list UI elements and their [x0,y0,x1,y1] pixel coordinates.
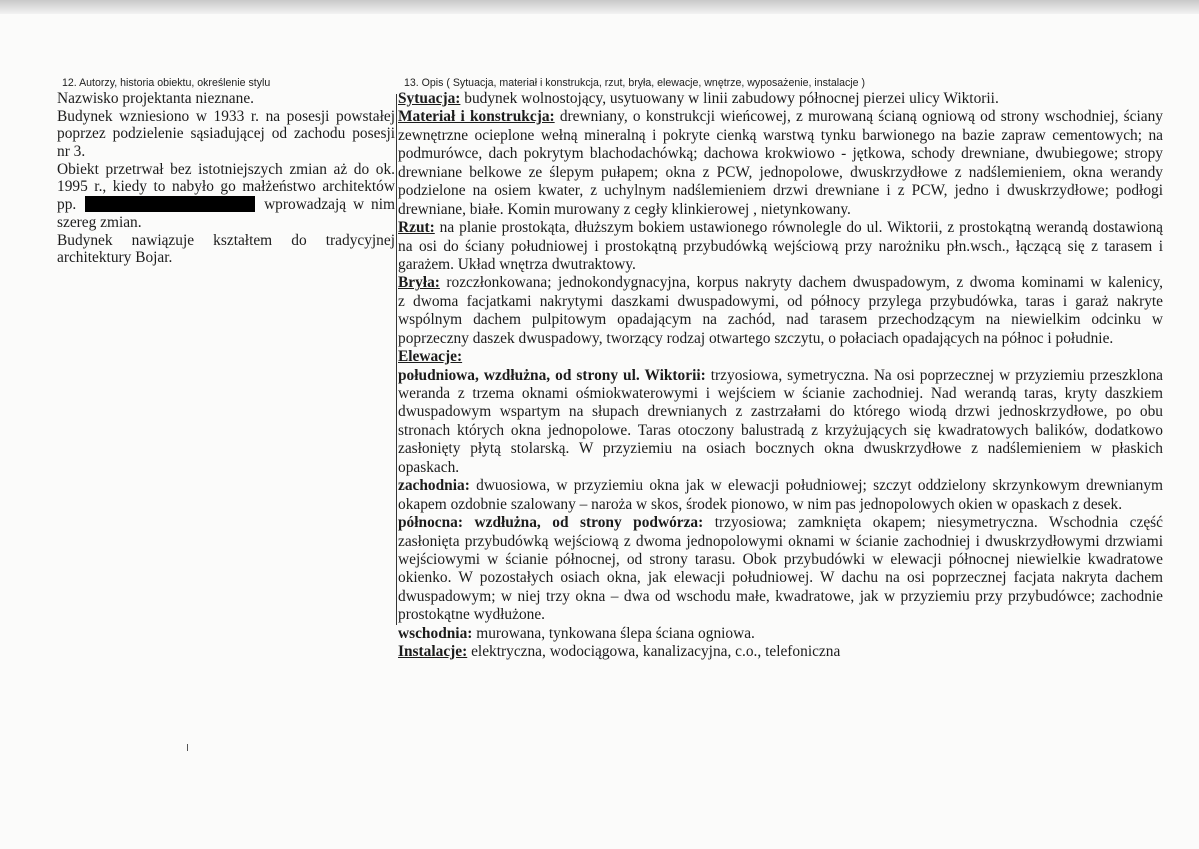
section-label: Instalacje: [398,643,468,661]
text-line [398,219,1163,237]
line-text: stronach których okna jednopolowe. Taras otoczony balustradą z krzyżujących się kwadratowych balików, dodatkowo [398,421,1163,439]
line-text: okapem ozdobnie szalowany – naroża w skos, środek pionowo, w nim pas jednopolowych okien w opaskach z desek. [398,495,1123,513]
text-line [398,238,1163,256]
line-text: Obiekt przetrwał bez istotniejszych zmian aż do ok. [57,160,395,178]
line-text: nr 3. [57,143,86,161]
text-line [398,182,1163,200]
line-text: okienko. W pozostałych osiach okna, jak elewacji południowej. W dachu na osi poprzecznej facjata nakryta dachem [398,569,1163,587]
text-line [57,214,395,232]
text-line [398,385,1163,403]
line-text: murowana, tynkowana ślepa ściana ogniowa. [472,624,755,642]
text-line [398,422,1163,440]
section-label: Bryła: [398,274,440,292]
text-line [57,125,395,143]
line-text: 1995 r., kiedy to nabyło go małżeństwo architektów [57,178,395,196]
line-text: trzyosiowa; zamknięta okapem; niesymetryczna. Wschodnia część [703,514,1163,532]
scan-edge [0,0,1199,14]
text-line [57,161,395,179]
text-line [398,145,1163,163]
text-line [398,311,1163,329]
section-label: Rzut: [398,219,435,237]
line-text: dwuspadowym; w niej trzy okna – dwa od wschodu małe, kwadratowe, jak w przyziemiu przy przybudówce; zachodnie [398,587,1163,605]
line-text: trzyosiowa, symetryczna. Na osi poprzecznej w przyziemiu przeszklona [705,366,1163,384]
line-text: prostokątne wydłużone. [398,606,546,624]
line-text: drewniany, o konstrukcji wieńcowej, z murowaną ścianą ogniową od strony wschodniej, ściany [554,108,1163,126]
line-text: podmurówce, dach pokrytym blachodachówką; dachowa krokwiowo - jętkowa, schody drewniane, dwubiegowe; stropy [398,145,1163,163]
line-text: drewniane belkowe ze ślepym pułapem; okna z PCW, jednopolowe, dwuskrzydłowe z nadślemieniem, okna werandy [398,163,1163,181]
text-line [398,625,1163,643]
line-text: zewnętrzne ocieplone wełną mineralną i pokryte cienką warstwą tynku barwionego na bazie zapraw cementowych; na [398,126,1163,144]
line-text: na planie prostokąta, dłuższym bokiem ustawionego równolegle do ul. Wiktorii, z prostokątną werandą dostawioną [434,219,1163,237]
text-line [398,588,1163,606]
text-line [398,606,1163,624]
text-line [398,514,1163,532]
section-label: Materiał i konstrukcja: [398,108,555,126]
section-label: zachodnia: [398,477,470,495]
line-text: elektryczna, wodociągowa, kanalizacyjna, c.o., telefoniczna [467,643,841,661]
text-line [57,249,395,267]
text-line [57,90,395,108]
text-line [57,196,395,214]
scan-speck [187,744,188,751]
line-text: pp. [57,196,77,214]
line-text: Nazwisko projektanta nieznane. [57,90,255,107]
line-text: poprzez podzielenie sąsiadującej od zachodu posesji [57,125,395,143]
section-12-heading: 12. Autorzy, historia obiektu, określenie stylu [62,77,271,89]
line-text: wprowadzają w nim [264,196,395,214]
section-label: północna: wzdłużna, od strony podwórza: [398,514,704,532]
line-text: rozczłonkowana; jednokondygnacyjna, korpus nakryty dachem dwuspadowym, z dwoma kominami w kalenicy, [439,274,1163,292]
text-line [398,477,1163,495]
text-line [398,348,1163,366]
line-text: drewniane, białe. Komin murowany z cegły klinkierowej , nietynkowany. [398,200,851,218]
text-line [398,164,1163,182]
text-line [398,533,1163,551]
line-text: budynek wolnostojący, usytuowany w linii zabudowy północnej pierzei ulicy Wiktorii. [460,90,999,107]
section-13-heading: 13. Opis ( Sytuacja, materiał i konstrukcja, rzut, bryła, elewacje, wnętrze, wyposażenie, instalacje ) [404,77,866,89]
text-line [398,108,1163,126]
column-divider [396,94,397,625]
line-text: weranda z trzema oknami ośmiokwaterowymi i wejściem w ścianie zachodniej. Nad werandą taras, kryty daszkiem [398,385,1163,402]
line-text: zasłonięta przybudówką wejściową z dwoma jednopolowymi oknami w ścianie zachodniej i dwuskrzydłowymi drzwiami [398,532,1163,550]
line-text: podzielone na osiem kwater, z uchylnym nadślemieniem drzwi drewniane i z PCW, jedno i dwuskrzydłowe; podłogi [398,182,1163,200]
text-line [57,143,395,161]
text-line [398,293,1163,311]
text-line [398,440,1163,458]
line-text: wejściowymi w ścianie północnej, od strony tarasu. Obok przybudówki w elewacji północnej niewielkie kwadratowe [398,550,1163,568]
text-line [398,569,1163,587]
text-line [398,496,1163,514]
section-label: południowa, wzdłużna, od strony ul. Wiktorii: [398,366,706,384]
section-label: Elewacje: [398,348,463,366]
text-line [57,178,395,196]
line-text: szereg zmian. [57,213,142,231]
text-line [398,459,1163,477]
line-text: garażem. Układ wnętrza dwutraktowy. [398,255,636,273]
line-text: na osi do ściany południowej i prostokątną przybudówką wejściową przy narożniku płn.wsch., łączącą się z tarasem i [398,237,1163,255]
text-line [398,127,1163,145]
line-text: poprzeczny daszek dwuspadowy, tworzący rodzaj otwartego szczytu, o połaciach opadających na północ i południe. [398,329,1114,347]
line-text: Budynek nawiązuje kształtem do tradycyjnej [57,231,395,249]
line-text: wspólnym dachem pulpitowym opadającym na zachód, nad tarasem przechodzącym na niewielkim odcinku w [398,311,1163,329]
line-text: z dwoma facjatkami nakrytymi daszkami dwuspadowymi, od północy przylega przybudówka, taras i garaż nakryte [398,292,1163,310]
text-line [398,201,1163,219]
line-text: Budynek wzniesiono w 1933 r. na posesji powstałej [57,107,395,125]
section-13-body [398,90,1163,662]
text-line [57,108,395,126]
text-line [398,274,1163,292]
text-line [398,551,1163,569]
text-line [398,403,1163,421]
section-label: Sytuacja: [398,90,461,107]
text-line [57,232,395,250]
section-12-body [57,90,395,267]
line-text: opaskach. [398,458,460,476]
text-line [398,643,1163,661]
text-line [398,90,1163,108]
text-line [398,330,1163,348]
text-line [398,256,1163,274]
line-text: dwuosiowa, w przyziemiu okna jak w elewacji południowej; szczyt oddzielony skrzynkowym drewnianym [469,477,1163,495]
section-label: wschodnia: [398,624,473,642]
line-text: architektury Bojar. [57,249,173,267]
text-line [398,367,1163,385]
redaction-block [85,196,255,212]
line-text: dwuspadowym wspartym na słupach drewnianych z zastrzałami do którego wiodą drzwi jednoskrzydłowe, po obu [398,403,1163,421]
line-text: zasłonięty płytą stolarską. W przyziemiu na osiach bocznych okna dwuskrzydłowe z nadślemieniem w płaskich [398,440,1163,458]
